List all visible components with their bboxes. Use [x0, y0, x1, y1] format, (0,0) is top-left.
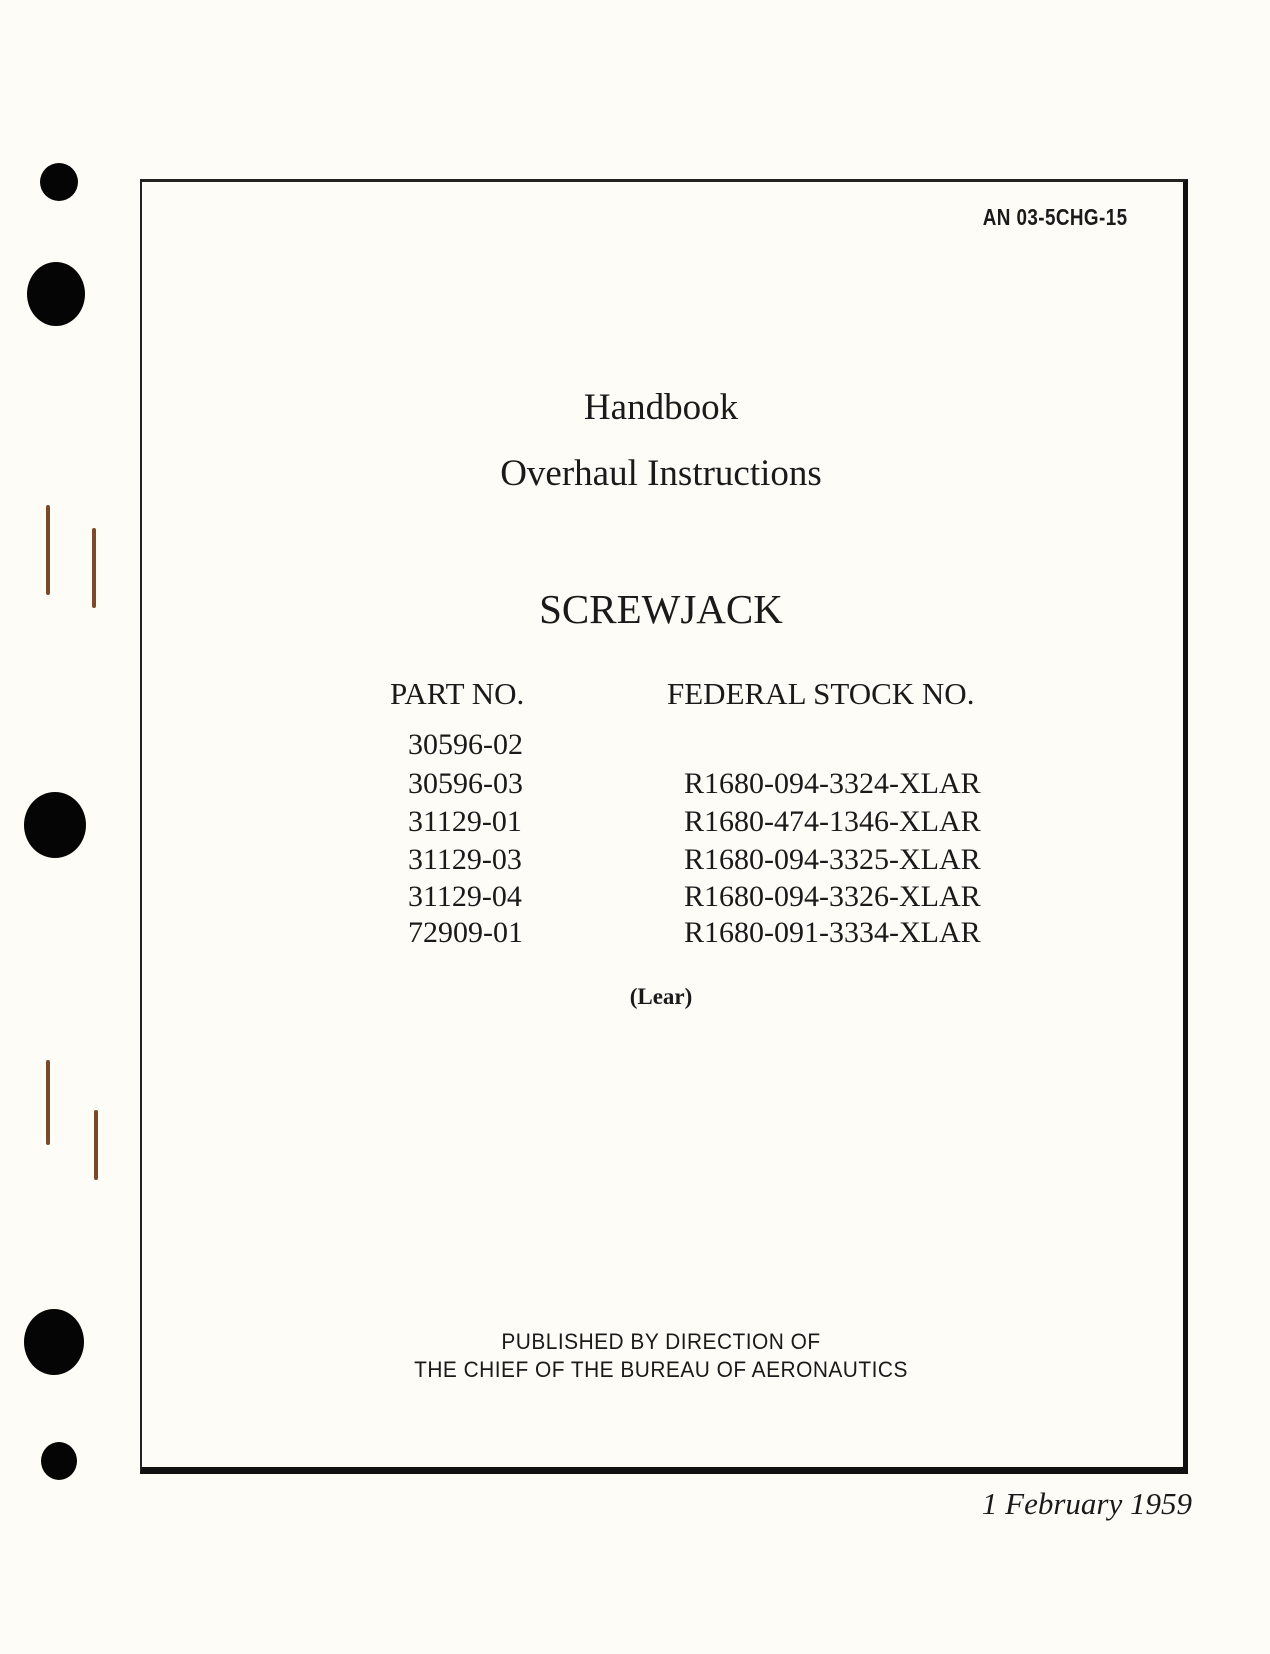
stock-number: R1680-094-3326-XLAR [684, 880, 981, 913]
binder-hole [24, 792, 86, 858]
part-number: 30596-03 [408, 767, 523, 800]
rust-mark [46, 505, 50, 595]
binder-hole [27, 262, 85, 326]
title-handbook: Handbook [583, 387, 739, 428]
stock-number: R1680-474-1346-XLAR [684, 805, 981, 838]
part-number: 31129-03 [408, 843, 522, 876]
part-number: 30596-02 [408, 728, 523, 761]
subject-title: SCREWJACK [539, 586, 783, 632]
publisher-line-1: PUBLISHED BY DIRECTION OF [501, 1329, 821, 1354]
part-number: 31129-04 [408, 880, 522, 913]
publisher-line-2: THE CHIEF OF THE BUREAU OF AERONAUTICS [414, 1357, 908, 1382]
part-number: 72909-01 [408, 916, 523, 949]
rust-mark [94, 1110, 98, 1180]
fsn-header: FEDERAL STOCK NO. [667, 676, 975, 711]
document-code: AN 03-5CHG-15 [982, 204, 1127, 230]
title-overhaul-instructions: Overhaul Instructions [500, 453, 822, 494]
stock-number: R1680-094-3325-XLAR [684, 843, 981, 876]
manufacturer: (Lear) [629, 984, 693, 1009]
part-number: 31129-01 [408, 805, 522, 838]
cover-frame [140, 179, 1188, 1474]
stock-number: R1680-094-3324-XLAR [684, 767, 981, 800]
binder-hole [41, 1442, 77, 1480]
part-no-header: PART NO. [390, 676, 525, 711]
stock-number: R1680-091-3334-XLAR [684, 916, 981, 949]
rust-mark [46, 1060, 50, 1145]
binder-hole [40, 163, 78, 201]
publication-date: 1 February 1959 [981, 1486, 1192, 1521]
